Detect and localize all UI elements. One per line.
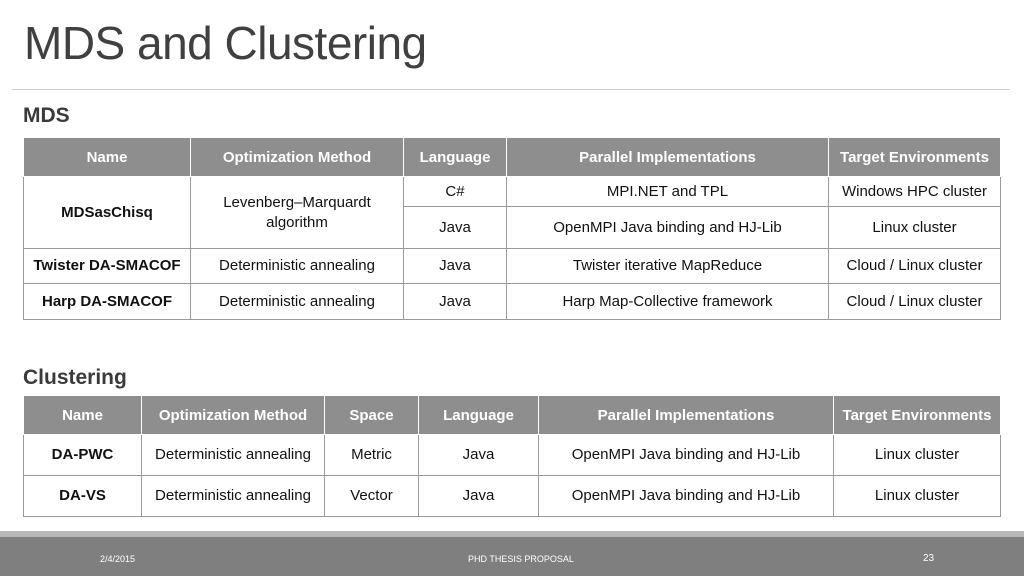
row-method: Levenberg–Marquardt algorithm [191,177,404,249]
mds-section-heading: MDS [23,104,70,127]
row-parallel: OpenMPI Java binding and HJ-Lib [507,207,829,249]
row-name: Twister DA-SMACOF [24,249,191,284]
row-name: Harp DA-SMACOF [24,284,191,320]
slide-footer [0,531,1024,576]
row-method: Deterministic annealing [142,476,325,517]
table-row [24,476,1001,517]
mds-header-language: Language [404,138,507,177]
footer-title: PHD THESIS PROPOSAL [468,554,574,564]
table-row [24,249,1001,284]
clustering-header-parallel: Parallel Implementations [539,396,834,435]
clustering-section-heading: Clustering [23,366,127,389]
row-language: Java [404,207,507,249]
table-row [24,435,1001,476]
row-language: Java [419,476,539,517]
mds-header-target: Target Environments [829,138,1001,177]
mds-header-parallel: Parallel Implementations [507,138,829,177]
row-method: Deterministic annealing [191,284,404,320]
row-name: DA-PWC [24,435,142,476]
row-target: Cloud / Linux cluster [829,249,1001,284]
row-parallel: OpenMPI Java binding and HJ-Lib [539,476,834,517]
row-parallel: OpenMPI Java binding and HJ-Lib [539,435,834,476]
table-row [24,284,1001,320]
row-space: Metric [325,435,419,476]
row-language: Java [419,435,539,476]
row-parallel: Harp Map-Collective framework [507,284,829,320]
row-language: Java [404,249,507,284]
clustering-header-language: Language [419,396,539,435]
row-target: Linux cluster [834,476,1001,517]
row-name: MDSasChisq [24,177,191,249]
clustering-table [23,395,1001,517]
row-method: Deterministic annealing [191,249,404,284]
row-target: Cloud / Linux cluster [829,284,1001,320]
clustering-header-name: Name [24,396,142,435]
mds-header-method: Optimization Method [191,138,404,177]
table-row [24,177,1001,207]
slide-title: MDS and Clustering [24,17,427,69]
mds-header-name: Name [24,138,191,177]
row-language: Java [404,284,507,320]
footer-date: 2/4/2015 [100,554,136,564]
row-space: Vector [325,476,419,517]
row-target: Linux cluster [829,207,1001,249]
row-target: Windows HPC cluster [829,177,1001,207]
row-name: DA-VS [24,476,142,517]
mds-header-row [24,138,1001,177]
mds-table [23,137,1001,320]
row-parallel: MPI.NET and TPL [507,177,829,207]
clustering-header-space: Space [325,396,419,435]
clustering-header-method: Optimization Method [142,396,325,435]
clustering-header-target: Target Environments [834,396,1001,435]
title-divider [12,89,1010,90]
row-method: Deterministic annealing [142,435,325,476]
row-parallel: Twister iterative MapReduce [507,249,829,284]
row-language: C# [404,177,507,207]
row-target: Linux cluster [834,435,1001,476]
clustering-header-row [24,396,1001,435]
page-number: 23 [923,553,935,564]
